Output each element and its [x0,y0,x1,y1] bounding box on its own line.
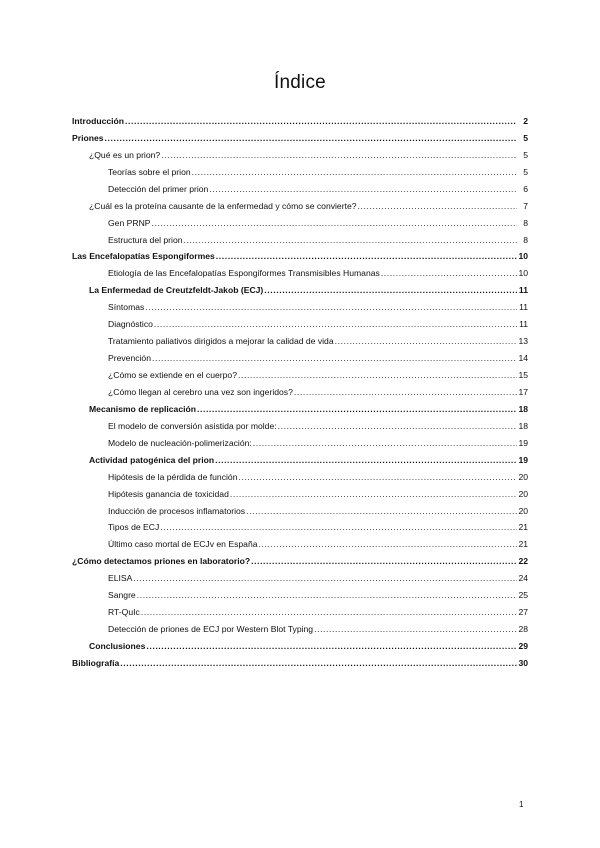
toc-leader-dots [230,489,517,500]
toc-leader-dots [184,235,517,246]
toc-entry[interactable] [72,449,528,466]
toc-entry-title: ¿Cómo detectamos priones en laboratorio? [72,556,251,567]
toc-entry-title: Tratamiento paliativos dirigidos a mejorar la calidad de vida [108,336,334,347]
toc-entry-title: Último caso mortal de ECJv en España [108,539,258,550]
toc-entry-title: La Enfermedad de Creutzfeldt-Jakob (ECJ) [89,285,264,296]
toc-leader-dots [314,624,517,635]
toc-leader-dots [216,251,517,262]
toc-entry[interactable] [72,517,528,534]
toc-entry-title: ¿Cuál es la proteína causante de la enfermedad y cómo se convierte? [89,200,357,211]
toc-entry-page: 10 [518,251,528,262]
toc-entry-page: 5 [523,149,528,160]
toc-entry-page: 2 [523,115,528,126]
toc-entry[interactable] [72,432,528,449]
toc-entry-title: ¿Cómo llegan al cerebro una vez son ingeridos? [108,386,293,397]
toc-leader-dots [152,353,517,364]
toc-entry[interactable] [72,161,528,178]
toc-leader-dots [253,438,517,449]
toc-leader-dots [335,336,517,347]
toc-entry[interactable] [72,178,528,195]
toc-entry-title: ¿Qué es un prion? [89,149,161,160]
toc-entry-page: 20 [518,471,528,482]
toc-leader-dots [358,201,517,212]
toc-entry[interactable] [72,144,528,161]
toc-entry-page: 14 [518,353,528,364]
toc-entry-title: Detección de priones de ECJ por Western Blot Typing [108,624,314,635]
table-of-contents [72,110,528,669]
toc-leader-dots [161,150,517,161]
toc-entry[interactable] [72,398,528,415]
toc-entry[interactable] [72,483,528,500]
toc-entry[interactable] [72,110,528,127]
page-title: Índice [274,72,326,93]
toc-leader-dots [133,573,517,584]
toc-entry[interactable] [72,652,528,669]
toc-leader-dots [197,404,517,415]
toc-entry-page: 18 [518,420,528,431]
toc-leader-dots [259,539,517,550]
toc-entry[interactable] [72,246,528,263]
toc-entry[interactable] [72,279,528,296]
toc-entry-title: Mecanismo de replicación [89,403,196,414]
toc-entry-title: Prevención [108,353,151,364]
toc-leader-dots [125,116,517,127]
toc-leader-dots [238,370,517,381]
toc-entry-title: Sangre [108,590,136,601]
toc-leader-dots [154,319,517,330]
toc-entry-title: Introducción [72,115,125,126]
toc-leader-dots [192,167,517,178]
toc-entry-title: ¿Cómo se extiende en el cuerpo? [108,370,237,380]
toc-entry-title: Modelo de nucleación-polimerización: [108,437,252,448]
toc-entry-page: 11 [519,302,528,313]
toc-entry-page: 21 [518,522,528,533]
toc-leader-dots [264,285,517,296]
toc-entry-title: Diagnóstico [108,319,153,330]
toc-leader-dots [160,522,517,533]
toc-entry[interactable] [72,466,528,483]
toc-entry-title: Priones [72,132,104,143]
toc-entry-title: ELISA [108,573,133,584]
toc-entry[interactable] [72,212,528,229]
toc-entry-page: 10 [518,268,528,279]
toc-entry-page: 20 [518,505,528,516]
toc-entry-page: 11 [518,285,528,296]
toc-leader-dots [120,658,517,669]
toc-entry[interactable] [72,296,528,313]
toc-entry-page: 8 [523,234,528,245]
toc-entry-title: Actividad patogénica del prion [89,454,215,465]
toc-leader-dots [251,556,517,567]
toc-entry[interactable] [72,229,528,246]
toc-leader-dots [137,590,517,601]
toc-leader-dots [278,421,517,432]
toc-entry-page: 25 [518,590,528,601]
toc-entry-page: 11 [519,319,528,330]
toc-entry-title: Inducción de procesos inflamatorios [108,505,246,516]
toc-entry[interactable] [72,127,528,144]
toc-entry-page: 17 [518,386,528,397]
toc-entry[interactable] [72,618,528,635]
toc-leader-dots [145,302,517,313]
toc-leader-dots [146,641,517,652]
toc-entry-page: 15 [518,370,528,380]
toc-entry[interactable] [72,533,528,550]
toc-entry-title: Estructura del prion [108,234,183,245]
toc-entry-page: 22 [518,556,528,567]
toc-entry-page: 19 [518,437,528,448]
toc-entry-page: 8 [523,217,528,228]
toc-entry-title: Tipos de ECJ [108,522,160,533]
toc-entry-page: 20 [518,488,528,499]
toc-leader-dots [381,268,517,279]
toc-entry-title: Bibliografía [72,657,120,668]
toc-entry-title: Las Encefalopatías Espongiformes [72,251,215,262]
toc-entry-page: 18 [518,403,528,414]
toc-entry[interactable] [72,330,528,347]
toc-entry-page: 28 [518,624,528,635]
toc-leader-dots [294,387,517,398]
toc-leader-dots [152,218,517,229]
toc-entry-title: RT-QuIc [108,607,140,618]
toc-entry[interactable] [72,567,528,584]
toc-entry[interactable] [72,635,528,652]
toc-entry-title: Detección del primer prion [108,183,209,194]
toc-entry-title: Teorías sobre el prion [108,166,191,177]
toc-entry[interactable] [72,584,528,601]
toc-leader-dots [215,455,517,466]
toc-entry-page: 29 [518,641,528,651]
toc-entry[interactable] [72,364,528,381]
toc-entry-page: 5 [523,166,528,177]
toc-leader-dots [246,506,517,517]
toc-entry-title: Gen PRNP [108,217,151,228]
toc-entry-page: 13 [518,336,528,347]
toc-entry-page: 21 [518,539,528,550]
toc-entry[interactable] [72,550,528,567]
toc-entry-page: 27 [518,607,528,618]
toc-entry[interactable] [72,313,528,330]
toc-entry-title: Hipótesis ganancia de toxicidad [108,488,229,499]
toc-entry-page: 19 [518,454,528,465]
toc-entry[interactable] [72,347,528,364]
toc-entry-title: El modelo de conversión asistida por molde: [108,420,277,431]
toc-entry-page: 5 [523,132,528,143]
toc-entry-page: 6 [523,183,528,194]
toc-entry-title: Conclusiones [89,641,146,651]
toc-entry[interactable] [72,262,528,279]
toc-entry[interactable] [72,195,528,212]
toc-entry[interactable] [72,601,528,618]
toc-entry[interactable] [72,415,528,432]
toc-entry-title: Síntomas [108,302,145,313]
toc-leader-dots [209,184,517,195]
toc-entry-page: 7 [523,200,528,211]
toc-entry-page: 30 [518,657,528,668]
toc-leader-dots [238,472,517,483]
toc-entry-page: 24 [518,573,528,584]
toc-entry-title: Hipótesis de la pérdida de función [108,471,238,482]
toc-entry[interactable] [72,500,528,517]
toc-entry[interactable] [72,381,528,398]
toc-leader-dots [105,133,517,144]
toc-leader-dots [141,607,517,618]
toc-entry-title: Etiología de las Encefalopatías Espongiformes Transmisibles Humanas [108,268,380,279]
page-number: 1 [519,800,524,809]
